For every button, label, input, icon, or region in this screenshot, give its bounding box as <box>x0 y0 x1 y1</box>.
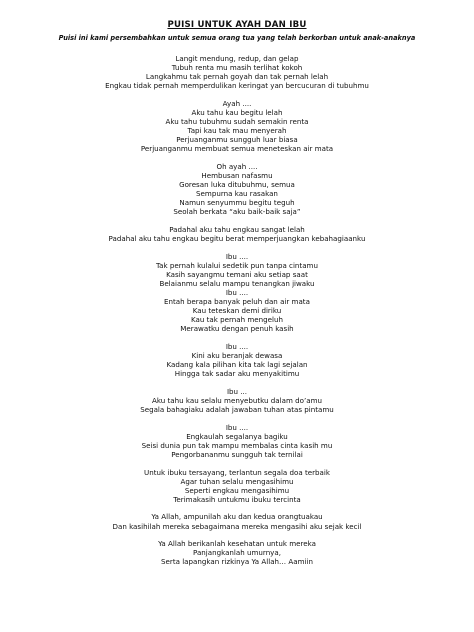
poem-line: Langkahmu tak pernah goyah dan tak pernah lelah <box>145 72 329 82</box>
poem-line: Entah berapa banyak peluh dan air mata <box>164 297 310 307</box>
poem-line: Ibu .... <box>225 251 249 261</box>
poem-line: Padahal aku tahu engkau begitu berat memperjuangkan kebahagiaanku <box>108 234 366 244</box>
poem-line: Terimakasih untukmu ibuku tercinta <box>173 494 301 504</box>
poem-line: Agar tuhan selalu mengasihimu <box>180 476 294 486</box>
poem-line: Tak pernah kulalui sedetik pun tanpa cintamu <box>156 260 318 270</box>
poem-stanza <box>0 423 474 459</box>
poem-line: Untuk ibuku tersayang, terlantun segala doa terbaik <box>144 467 330 477</box>
poem-line: Hingga tak sadar aku menyakitimu <box>174 369 300 379</box>
poem-line: Aku tahu kau begitu lelah <box>191 107 283 117</box>
poem-body <box>0 54 474 566</box>
poem-line: Ibu .... <box>225 342 249 352</box>
poem-line: Tubuh renta mu masih terlihat kokoh <box>171 63 303 73</box>
poem-stanza <box>0 342 474 378</box>
poem-line: Tapi kau tak mau menyerah <box>187 126 287 136</box>
poem-line: Kasih sayangmu temani aku setiap saat <box>166 269 308 279</box>
poem-line: Kadang kala pilihan kita tak lagi sejalan <box>166 360 308 370</box>
poem-line: Aku tahu tubuhmu sudah semakin renta <box>165 117 309 127</box>
poem-line: Goresan luka ditubuhmu, semua <box>179 180 295 190</box>
poem-line: Ibu .... <box>225 422 249 432</box>
poem-stanza <box>0 387 474 414</box>
poem-line: Panjangkanlah umurnya, <box>192 548 281 558</box>
poem-line: Langit mendung, redup, dan gelap <box>175 54 299 63</box>
poem-line: Segala bahagiaku adalah jawaban tuhan atas pintamu <box>140 405 334 415</box>
poem-line: Merawatku dengan penuh kasih <box>180 324 294 334</box>
poem-line: Ibu .... <box>225 288 249 298</box>
poem-line: Pengorbananmu sungguh tak ternilai <box>171 449 303 459</box>
poem-line: Dan kasihilah mereka sebagaimana mereka mengasihi aku sejak kecil <box>112 521 362 531</box>
poem-line: Kini aku beranjak dewasa <box>191 351 283 361</box>
poem-line: Engkau tidak pernah memperdulikan keringat yan bercucuran di tubuhmu <box>105 81 369 91</box>
poem-line: Seolah berkata “aku baik-baik saja” <box>173 207 301 217</box>
poem-line: Seperti engkau mengasihimu <box>184 485 290 495</box>
poem-line: Perjuanganmu sungguh luar biasa <box>176 135 298 145</box>
poem-line: Kau tak pernah mengeluh <box>191 315 283 325</box>
poem-line: Ayah .... <box>222 98 252 108</box>
document-subtitle: Puisi ini kami persembahkan untuk semua orang tua yang telah berkorban untuk anak-anaknya <box>58 34 416 42</box>
poem-stanza <box>0 99 474 154</box>
poem-stanza <box>0 225 474 243</box>
poem-line: Aku tahu kau selalu menyebutku dalam do’amu <box>152 396 322 405</box>
poem-line: Oh ayah .... <box>216 161 258 171</box>
poem-line: Seisi dunia pun tak mampu membalas cinta kasih mu <box>141 440 333 450</box>
poem-line: Ya Allah, ampunilah aku dan kedua orangtuakau <box>151 512 323 522</box>
poem-line: Kau teteskan demi diriku <box>192 306 282 316</box>
poem-stanza <box>0 54 474 90</box>
poem-stanza <box>0 512 474 530</box>
poem-line: Perjuanganmu membuat semua meneteskan air mata <box>140 144 334 154</box>
poem-line: Belaianmu selalu mampu tenangkan jiwaku <box>159 278 315 288</box>
poem-stanza <box>0 468 474 504</box>
poem-stanza <box>0 539 474 566</box>
poem-line: Hembusan nafasmu <box>201 171 273 181</box>
document-title: PUISI UNTUK AYAH DAN IBU <box>167 20 307 30</box>
poem-line: Serta lapangkan rizkinya Ya Allah… Aamiin <box>161 557 313 567</box>
poem-line: Sempurna kau rasakan <box>196 189 278 199</box>
poem-stanza <box>0 252 474 334</box>
poem-line: Engkaulah segalanya bagiku <box>186 431 288 441</box>
poem-stanza <box>0 162 474 217</box>
poem-line: Padahal aku tahu engkau sangat lelah <box>169 225 305 234</box>
poem-line: Namun senyummu begitu teguh <box>179 198 295 208</box>
poem-line: Ibu ... <box>226 386 248 396</box>
poem-line: Ya Allah berikanlah kesehatan untuk mereka <box>158 539 316 549</box>
